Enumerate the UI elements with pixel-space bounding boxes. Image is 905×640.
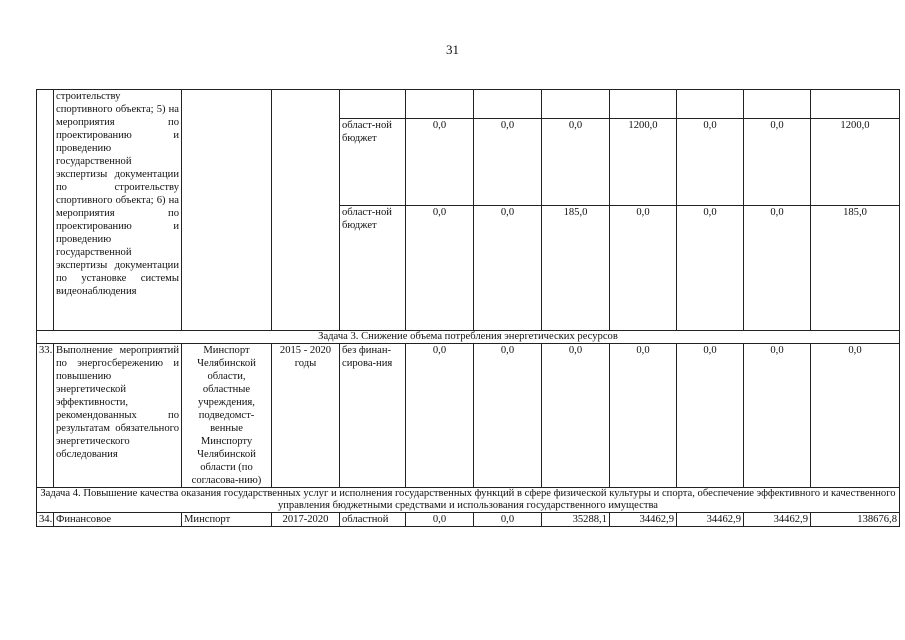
event-name-cell: Финансовое	[54, 513, 182, 527]
value-cell: 0,0	[677, 206, 744, 331]
task-3-heading: Задача 3. Снижение объема потребления энергетических ресурсов	[37, 331, 900, 344]
value-cell: 138676,8	[811, 513, 900, 527]
value-cell	[474, 90, 542, 119]
value-cell: 34462,9	[744, 513, 811, 527]
value-cell: 1200,0	[610, 119, 677, 206]
value-cell: 185,0	[811, 206, 900, 331]
value-cell: 0,0	[744, 119, 811, 206]
program-table	[36, 89, 900, 527]
value-cell	[610, 90, 677, 119]
table-row	[37, 90, 900, 119]
value-cell: 0,0	[677, 344, 744, 488]
source-cell: областной	[340, 513, 406, 527]
value-cell: 0,0	[406, 119, 474, 206]
value-cell: 0,0	[406, 206, 474, 331]
value-cell: 0,0	[474, 513, 542, 527]
value-cell	[406, 90, 474, 119]
row-number-cell: 34.	[37, 513, 54, 527]
source-cell: област-ной бюджет	[340, 206, 406, 331]
task-4-heading: Задача 4. Повышение качества оказания государственных услуг и исполнения государственных функций в сфере физической культуры и спорта, обеспечение эффективного и качественного управления бюджетными средствами и использования государственного имущества	[37, 488, 900, 513]
source-cell	[340, 90, 406, 119]
table-row	[37, 513, 900, 527]
value-cell	[744, 90, 811, 119]
value-cell	[542, 90, 610, 119]
value-cell: 34462,9	[677, 513, 744, 527]
value-cell: 0,0	[677, 119, 744, 206]
period-cell	[272, 90, 340, 331]
task-row	[37, 331, 900, 344]
event-name-cell: Выполнение мероприятий по энергосбережению и повышению энергетической эффективности, рекомендованных по результатам обязательного энергетического обследования	[54, 344, 182, 488]
value-cell	[677, 90, 744, 119]
value-cell: 0,0	[744, 344, 811, 488]
value-cell: 34462,9	[610, 513, 677, 527]
value-cell: 0,0	[610, 206, 677, 331]
value-cell: 0,0	[811, 344, 900, 488]
event-name-cell	[54, 90, 182, 331]
value-cell: 0,0	[610, 344, 677, 488]
value-cell: 0,0	[542, 119, 610, 206]
page-number: 31	[446, 42, 459, 57]
source-cell: без финан-сирова-ния	[340, 344, 406, 488]
executor-cell	[182, 90, 272, 331]
row-number-cell: 33.	[37, 344, 54, 488]
period-cell: 2017-2020	[272, 513, 340, 527]
value-cell: 35288,1	[542, 513, 610, 527]
executor-cell: Минспорт	[182, 513, 272, 527]
value-cell: 0,0	[406, 344, 474, 488]
row-number-cell	[37, 90, 54, 331]
value-cell: 0,0	[744, 206, 811, 331]
value-cell: 0,0	[542, 344, 610, 488]
value-cell: 0,0	[406, 513, 474, 527]
source-cell: област-ной бюджет	[340, 119, 406, 206]
executor-cell: Минспорт Челябинской области, областные учреждения, подведомст-венные Минспорту Челябинской области (по согласова-нию)	[182, 344, 272, 488]
task-row	[37, 488, 900, 513]
value-cell	[811, 90, 900, 119]
value-cell: 0,0	[474, 119, 542, 206]
table-row	[37, 344, 900, 488]
value-cell: 0,0	[474, 344, 542, 488]
value-cell: 1200,0	[811, 119, 900, 206]
value-cell: 0,0	[474, 206, 542, 331]
value-cell: 185,0	[542, 206, 610, 331]
event-name-text: строительству спортивного объекта; 5) на мероприятия по проектированию и проведению государственной экспертизы документации по строительству спортивного объекта; 6) на мероприятия по проектированию и проведению государственной экспертизы документации по установке системы видеонаблюдения	[56, 91, 179, 297]
period-cell: 2015 - 2020 годы	[272, 344, 340, 488]
